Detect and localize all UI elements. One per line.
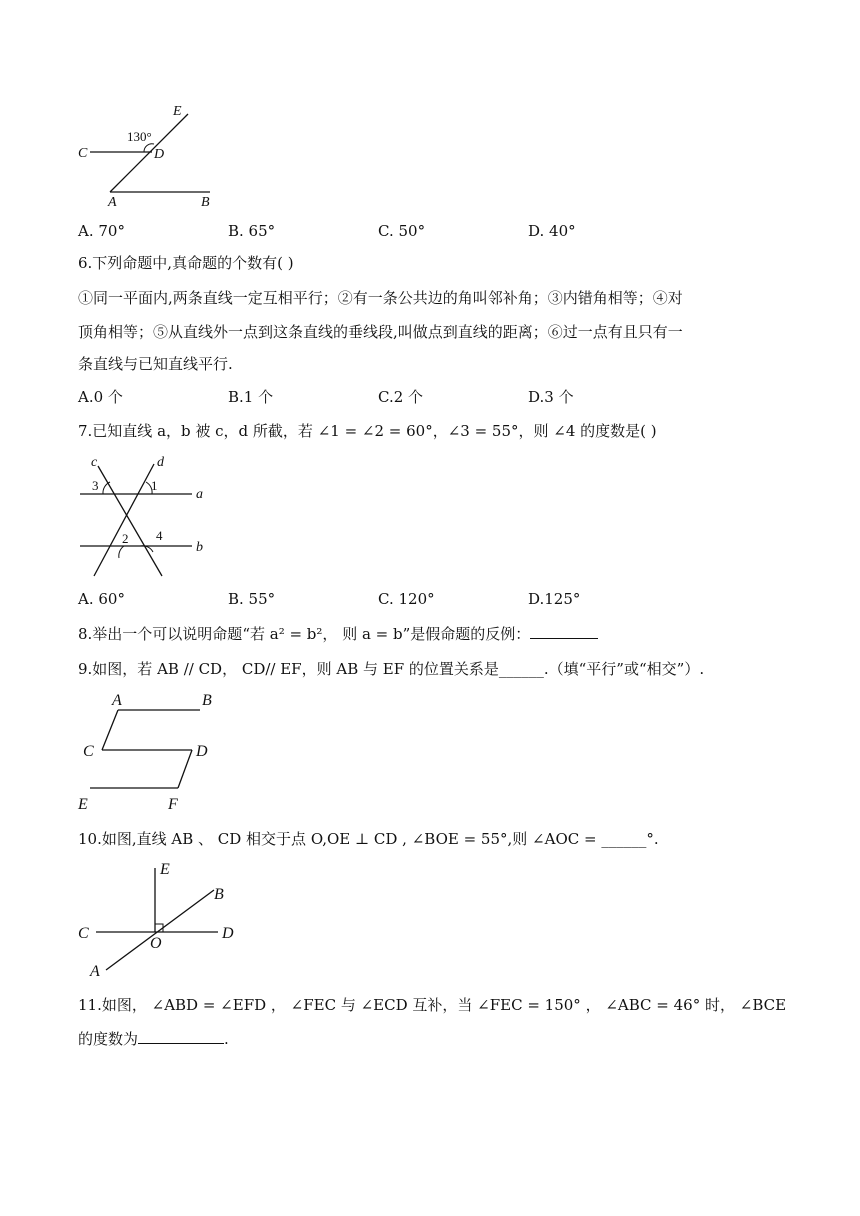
q10-point-e: E <box>160 861 170 878</box>
q7-angle-2-arc <box>119 546 124 558</box>
q8-stem <box>78 624 598 644</box>
q9-point-b: B <box>202 692 212 709</box>
q10-point-a: A <box>90 963 100 980</box>
q7-figure <box>74 452 224 582</box>
q7-option-b[interactable]: B. 55° <box>228 590 276 608</box>
q11-stem-line-1: 11.如图， ∠ABD = ∠EFD ， ∠FEC 与 ∠ECD 互补，当 ∠FEC = 150° ， ∠ABC = 46° 时， ∠BCE <box>78 996 787 1014</box>
q9-point-e: E <box>78 796 88 813</box>
q11-stem-line-2 <box>78 1029 229 1049</box>
q9-line-df <box>178 750 192 788</box>
q7-label-4: 4 <box>156 528 163 543</box>
q6-option-c[interactable]: C.2 个 <box>378 388 424 406</box>
q7-label-3: 3 <box>92 478 99 493</box>
q6-option-d[interactable]: D.3 个 <box>528 388 574 406</box>
q7-option-a[interactable]: A. 60° <box>78 590 125 608</box>
q10-point-d: D <box>222 925 234 942</box>
q7-label-a: a <box>196 487 203 502</box>
q7-label-2: 2 <box>122 531 129 546</box>
q10-line-ab <box>106 890 214 970</box>
q7-option-c[interactable]: C. 120° <box>378 590 435 608</box>
q5-point-b: B <box>201 195 210 210</box>
q7-option-d[interactable]: D.125° <box>528 590 581 608</box>
q10-point-b: B <box>214 886 224 903</box>
q7-label-b: b <box>196 540 203 555</box>
q5-point-d: D <box>154 147 165 162</box>
q7-label-d: d <box>157 455 164 470</box>
q9-point-c: C <box>83 743 94 760</box>
q5-option-d[interactable]: D. 40° <box>528 222 576 240</box>
q6-body-line-2: 顶角相等；⑤从直线外一点到这条直线的垂线段,叫做点到直线的距离；⑥过一点有且只有一 <box>78 323 683 341</box>
q5-angle-label: 130° <box>127 129 152 144</box>
q5-point-c: C <box>78 146 88 161</box>
q9-point-a: A <box>112 692 122 709</box>
q7-line-d <box>94 464 154 576</box>
q7-stem: 7.已知直线 a，b 被 c，d 所截，若 ∠1 = ∠2 = 60°，∠3 = 55°，则 ∠4 的度数是( ) <box>78 422 657 440</box>
q5-option-c[interactable]: C. 50° <box>378 222 426 240</box>
q10-point-o: O <box>150 935 162 952</box>
q5-option-b[interactable]: B. 65° <box>228 222 276 240</box>
q5-option-a[interactable]: A. 70° <box>78 222 125 240</box>
q9-point-f: F <box>168 796 178 813</box>
q11-stem-line-2-text: 的度数为 <box>78 1030 139 1048</box>
q7-label-1: 1 <box>151 478 158 493</box>
q5-line-ae <box>110 114 188 192</box>
q6-option-b[interactable]: B.1 个 <box>228 388 274 406</box>
q5-figure <box>70 98 230 210</box>
q10-stem: 10.如图,直线 AB 、 CD 相交于点 O,OE ⊥ CD , ∠BOE = 55°,则 ∠AOC = ______°. <box>78 830 659 848</box>
q6-body-line-3: 条直线与已知直线平行. <box>78 355 233 373</box>
q7-label-c: c <box>91 455 98 470</box>
q5-point-e: E <box>173 104 182 119</box>
q10-figure <box>74 858 244 982</box>
q9-stem: 9.如图，若 AB // CD， CD// EF，则 AB 与 EF 的位置关系是______.（填“平行”或“相交”）. <box>78 660 705 678</box>
q5-point-a: A <box>108 195 117 210</box>
q9-line-ac <box>102 710 118 750</box>
q11-period: . <box>224 1030 229 1048</box>
q6-stem: 6.下列命题中,真命题的个数有( ) <box>78 254 294 272</box>
q5-angle-arc <box>144 144 154 152</box>
q11-answer-blank[interactable] <box>138 1029 224 1044</box>
q8-answer-blank[interactable] <box>530 624 598 639</box>
q8-stem-text: 8.举出一个可以说明命题“若 a² = b²， 则 a = b”是假命题的反例： <box>78 625 531 643</box>
q6-option-a[interactable]: A.0 个 <box>78 388 123 406</box>
q9-figure <box>72 688 232 814</box>
q9-point-d: D <box>196 743 208 760</box>
q10-point-c: C <box>78 925 89 942</box>
q6-body-line-1: ①同一平面内,两条直线一定互相平行；②有一条公共边的角叫邻补角；③内错角相等；④对 <box>78 289 683 307</box>
